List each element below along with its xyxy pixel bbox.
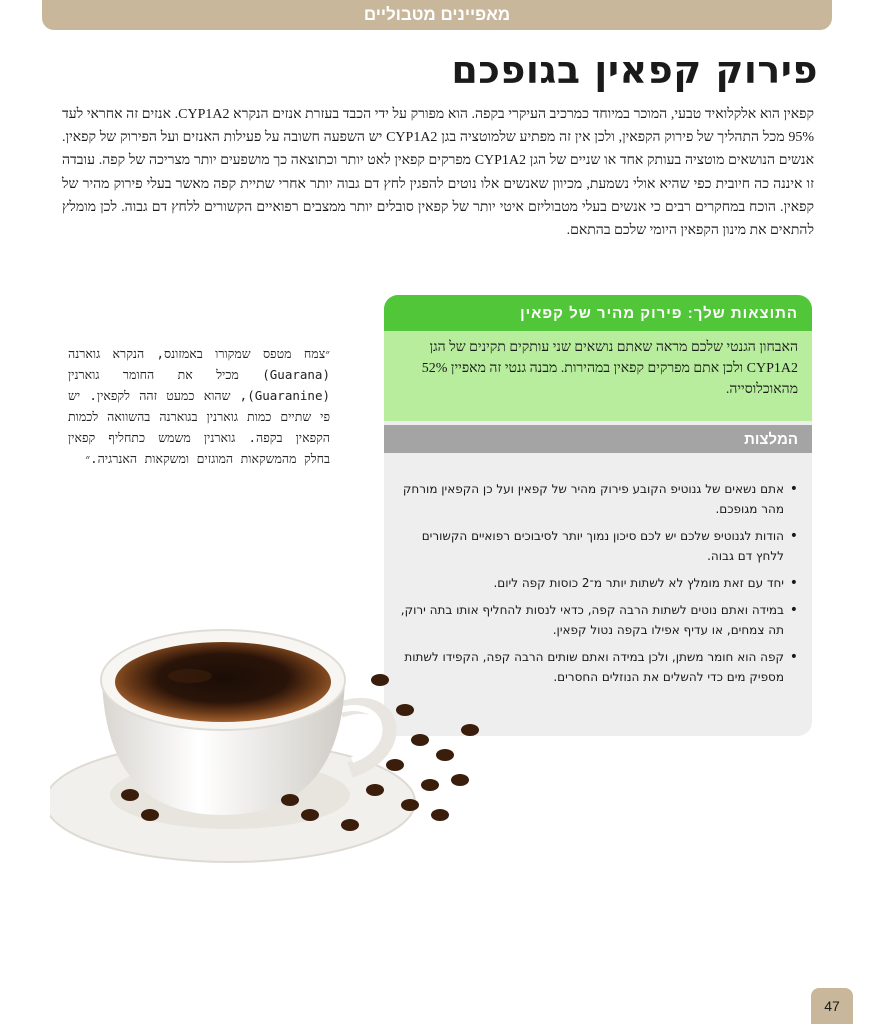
results-header	[384, 295, 812, 331]
page-number-tab	[811, 988, 853, 1024]
page-number: 47	[824, 998, 840, 1014]
results-body	[384, 331, 812, 421]
page-title: פירוק קפאין בגופכם	[451, 48, 818, 92]
coffee-cup-image	[50, 580, 500, 880]
list-item: • הודות לגנוטיפ שלכם יש לכם סיכון נמוך יותר לסיבוכים רפואיים הקשורים ללחץ דם גבוה.	[400, 526, 784, 566]
results-heading: התוצאות שלך: פירוק מהיר של קפאין	[520, 304, 798, 322]
guarana-quote: ״צמח מטפס שמקורו באמזונס, הנקרא גוארנה (Guarana) מכיל את החומר גוארנין (Guaranine), שהוא כמעט זהה לקפאין. יש פי שתיים כמות גוארנין בגוארנה בהשוואה לכמות הקפאין בקפה. גוארנין משמש כתחליף קפאין בחלק מהמשקאות המוגזים ומשקאות האנרגיה.״	[68, 346, 330, 466]
intro-paragraph: קפאין הוא אלקלואיד טבעי, המוכר במיוחד כמרכיב העיקרי בקפה. הוא מפורק על ידי הכבד בעזרת אנזים הנקרא CYP1A2. אנזים זה אחראי לעד 95% מכל התהליך של פירוק הקפאין, ולכן אין זה מפתיע שלמוטציה בגן CYP1A2 יש השפעה חשובה על פעילות האנזים ועל הפירוק של קפאין. אנשים הנושאים מוטציה בעותק אחד או שניים של הגן CYP1A2 מפרקים קפאין לאט יותר וכתוצאה כך מושפעים יותר מצריכה של קפה. עובדה זו איננה כה חיובית כפי שהיא אולי נשמעת, מכיוון שאנשים אלו נוטים להפגין לחץ דם גבוה יותר אחרי שתיית קפה מאשר בעלי פירוק מהיר של קפאין. הוכח במחקרים רבים כי אנשים בעלי מטבוליזם איטי יותר של קפאין סובלים יותר ממצבים רפואיים הקשורים ללחץ דם גבוה. לכן מומלץ להתאים את מינון הקפאין היומי שלכם בהתאם.	[62, 107, 815, 239]
results-text: האבחון הגנטי שלכם מראה שאתם נושאים שני עותקים תקינים של הגן CYP1A2 ולכן אתם מפרקים קפאין במהירות. מבנה גנטי זה מאפיין 52% מהאוכלוסייה.	[421, 340, 798, 397]
section-header-bar	[42, 0, 832, 30]
list-item: • קפה הוא חומר משתן, ולכן במידה ואתם שותים הרבה קפה, הקפידו לשתות מספיק מים כדי להשלים את הנוזלים החסרים.	[400, 647, 784, 687]
list-item: • במידה ואתם נוטים לשתות הרבה קפה, כדאי לנסות להחליף אותו בתה ירוק, תה צמחים, או עדיף אפילו בקפה נטול קפאין.	[400, 600, 784, 640]
recommendations-header	[384, 425, 812, 453]
section-title: מאפיינים מטבוליים	[363, 5, 511, 24]
list-item: • אתם נשאים של גנוטיפ הקובע פירוק מהיר של קפאין ועל כן הקפאין מורחק מהר מגופכם.	[400, 479, 784, 519]
recommendations-heading: המלצות	[744, 430, 798, 448]
list-item: • יחד עם זאת מומלץ לא לשתות יותר מ־2 כוסות קפה ליום.	[400, 573, 784, 593]
